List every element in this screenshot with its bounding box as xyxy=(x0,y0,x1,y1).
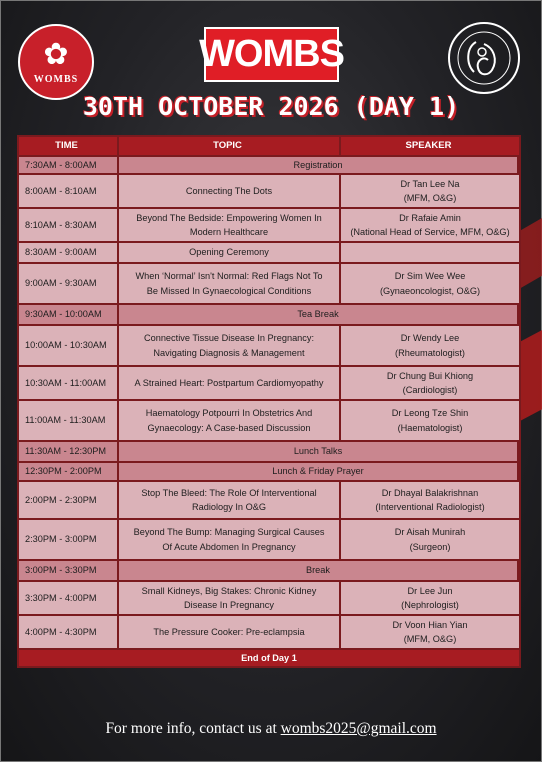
time-cell: 10:30AM - 11:00AM xyxy=(19,367,117,399)
table-row xyxy=(19,157,519,173)
time-cell: 8:10AM - 8:30AM xyxy=(19,209,117,241)
speaker-role: (Nephrologist) xyxy=(401,600,459,610)
speaker-role: (Rheumatologist) xyxy=(395,347,465,358)
table-row xyxy=(19,209,519,241)
time-cell: 3:00PM - 3:30PM xyxy=(19,561,117,580)
table-row xyxy=(19,175,519,207)
topic-line: Opening Ceremony xyxy=(189,247,269,258)
topic-line: Small Kidneys, Big Stakes: Chronic Kidney xyxy=(141,585,317,596)
time-cell: 2:30PM - 3:00PM xyxy=(19,520,117,559)
session-span-cell: Tea Break xyxy=(119,305,517,324)
speaker-role: (Haematologist) xyxy=(397,422,463,433)
topic-cell xyxy=(119,520,339,559)
table-row xyxy=(19,561,519,580)
speaker-role: (MFM, O&G) xyxy=(403,634,457,644)
topic-line: Beyond The Bedside: Empowering Women In xyxy=(136,212,322,223)
topic-line: A Strained Heart: Postpartum Cardiomyopathy xyxy=(134,377,324,388)
topic-cell xyxy=(119,243,339,262)
topic-cell xyxy=(119,482,339,518)
mother-baby-icon: ✿ xyxy=(43,37,69,71)
topic-line: Haematology Potpourri In Obstetrics And xyxy=(145,408,313,419)
table-row xyxy=(19,520,519,559)
table-row xyxy=(19,264,519,303)
topic-line: Navigating Diagnosis & Management xyxy=(153,347,305,358)
time-cell: 3:30PM - 4:00PM xyxy=(19,582,117,614)
header-topic: TOPIC xyxy=(119,137,339,155)
speaker-cell xyxy=(341,616,519,648)
topic-line: Radiology In O&G xyxy=(191,502,267,512)
speaker-name: Dr Tan Lee Na xyxy=(400,178,460,189)
time-cell: 8:30AM - 9:00AM xyxy=(19,243,117,262)
table-row xyxy=(19,305,519,324)
table-row xyxy=(19,582,519,614)
speaker-cell xyxy=(341,264,519,303)
speaker-name: Dr Aisah Munirah xyxy=(394,527,466,538)
speaker-role: (Gynaeoncologist, O&G) xyxy=(379,285,481,296)
speaker-role: (Interventional Radiologist) xyxy=(375,502,485,512)
table-row xyxy=(19,616,519,648)
schedule-table xyxy=(17,135,521,668)
table-row xyxy=(19,482,519,518)
session-span-cell: Lunch & Friday Prayer xyxy=(119,463,517,480)
speaker-cell xyxy=(341,401,519,440)
session-span-cell: Lunch Talks xyxy=(119,442,517,461)
speaker-cell xyxy=(341,326,519,365)
speaker-name: Dr Voon Hian Yian xyxy=(392,619,468,630)
time-cell: 9:30AM - 10:00AM xyxy=(19,305,117,324)
time-cell: 11:00AM - 11:30AM xyxy=(19,401,117,440)
table-header-row xyxy=(19,137,519,155)
speaker-name: Dr Leong Tze Shin xyxy=(391,408,469,419)
contact-email-link[interactable]: wombs2025@gmail.com xyxy=(280,720,437,737)
session-span-cell: Break xyxy=(119,561,517,580)
topic-line: Of Acute Abdomen In Pregnancy xyxy=(162,541,296,552)
speaker-name: Dr Wendy Lee xyxy=(400,333,460,344)
speaker-cell xyxy=(341,209,519,241)
footer-contact xyxy=(0,720,542,738)
time-cell: 7:30AM - 8:00AM xyxy=(19,157,117,173)
topic-line: Disease In Pregnancy xyxy=(184,600,274,610)
logo-left-text: WOMBS xyxy=(33,73,79,85)
speaker-cell xyxy=(341,367,519,399)
table-row xyxy=(19,401,519,440)
speaker-role: (Cardiologist) xyxy=(402,385,458,395)
time-cell: 11:30AM - 12:30PM xyxy=(19,442,117,461)
table-row xyxy=(19,367,519,399)
time-cell: 8:00AM - 8:10AM xyxy=(19,175,117,207)
speaker-cell xyxy=(341,243,519,262)
topic-line: Modern Healthcare xyxy=(189,227,269,237)
topic-cell xyxy=(119,264,339,303)
topic-line: Be Missed In Gynaecological Conditions xyxy=(146,285,312,296)
topic-line: Beyond The Bump: Managing Surgical Causes xyxy=(133,527,325,538)
topic-line: Connecting The Dots xyxy=(185,185,273,196)
topic-line: Stop The Bleed: The Role Of Interventional xyxy=(141,487,317,498)
topic-cell xyxy=(119,401,339,440)
time-cell: 10:00AM - 10:30AM xyxy=(19,326,117,365)
speaker-name: Dr Lee Jun xyxy=(407,585,453,596)
wombs-logo-left xyxy=(18,24,94,100)
time-cell: 9:00AM - 9:30AM xyxy=(19,264,117,303)
topic-cell xyxy=(119,616,339,648)
wombs-brand-logo: WOMBS xyxy=(204,27,339,82)
topic-cell xyxy=(119,582,339,614)
speaker-name: Dr Chung Bui Khiong xyxy=(386,370,474,381)
page-title: 30TH OCTOBER 2026 (DAY 1) xyxy=(82,92,460,121)
topic-cell xyxy=(119,326,339,365)
time-cell: 4:00PM - 4:30PM xyxy=(19,616,117,648)
topic-line: Connective Tissue Disease In Pregnancy: xyxy=(143,333,315,344)
topic-cell xyxy=(119,209,339,241)
header-time: TIME xyxy=(19,137,117,155)
end-of-day-label: End of Day 1 xyxy=(19,650,519,666)
speaker-role: (Surgeon) xyxy=(409,541,451,552)
time-cell: 2:00PM - 2:30PM xyxy=(19,482,117,518)
session-span-cell: Registration xyxy=(119,157,517,173)
speaker-cell xyxy=(341,520,519,559)
table-row xyxy=(19,326,519,365)
topic-line: Gynaecology: A Case-based Discussion xyxy=(147,422,311,433)
time-cell: 12:30PM - 2:00PM xyxy=(19,463,117,480)
table-row xyxy=(19,442,519,461)
speaker-name: Dr Rafaie Amin xyxy=(399,212,461,223)
topic-line: The Pressure Cooker: Pre-eclampsia xyxy=(153,626,305,637)
header-speaker: SPEAKER xyxy=(341,137,519,155)
speaker-name: Dr Sim Wee Wee xyxy=(394,271,466,282)
topic-cell xyxy=(119,175,339,207)
topic-cell xyxy=(119,367,339,399)
table-row xyxy=(19,243,519,262)
end-of-day-row xyxy=(19,650,519,666)
mother-child-icon xyxy=(454,28,514,88)
speaker-cell xyxy=(341,582,519,614)
speaker-cell xyxy=(341,175,519,207)
association-logo-right xyxy=(448,22,520,94)
speaker-role: (MFM, O&G) xyxy=(403,193,457,203)
table-row xyxy=(19,463,519,480)
topic-line: When ‘Normal’ Isn't Normal: Red Flags Not To xyxy=(135,271,323,282)
speaker-name: Dr Dhayal Balakrishnan xyxy=(381,487,479,498)
speaker-cell xyxy=(341,482,519,518)
speaker-role: (National Head of Service, MFM, O&G) xyxy=(350,227,510,237)
footer-text: For more info, contact us at xyxy=(105,720,281,737)
